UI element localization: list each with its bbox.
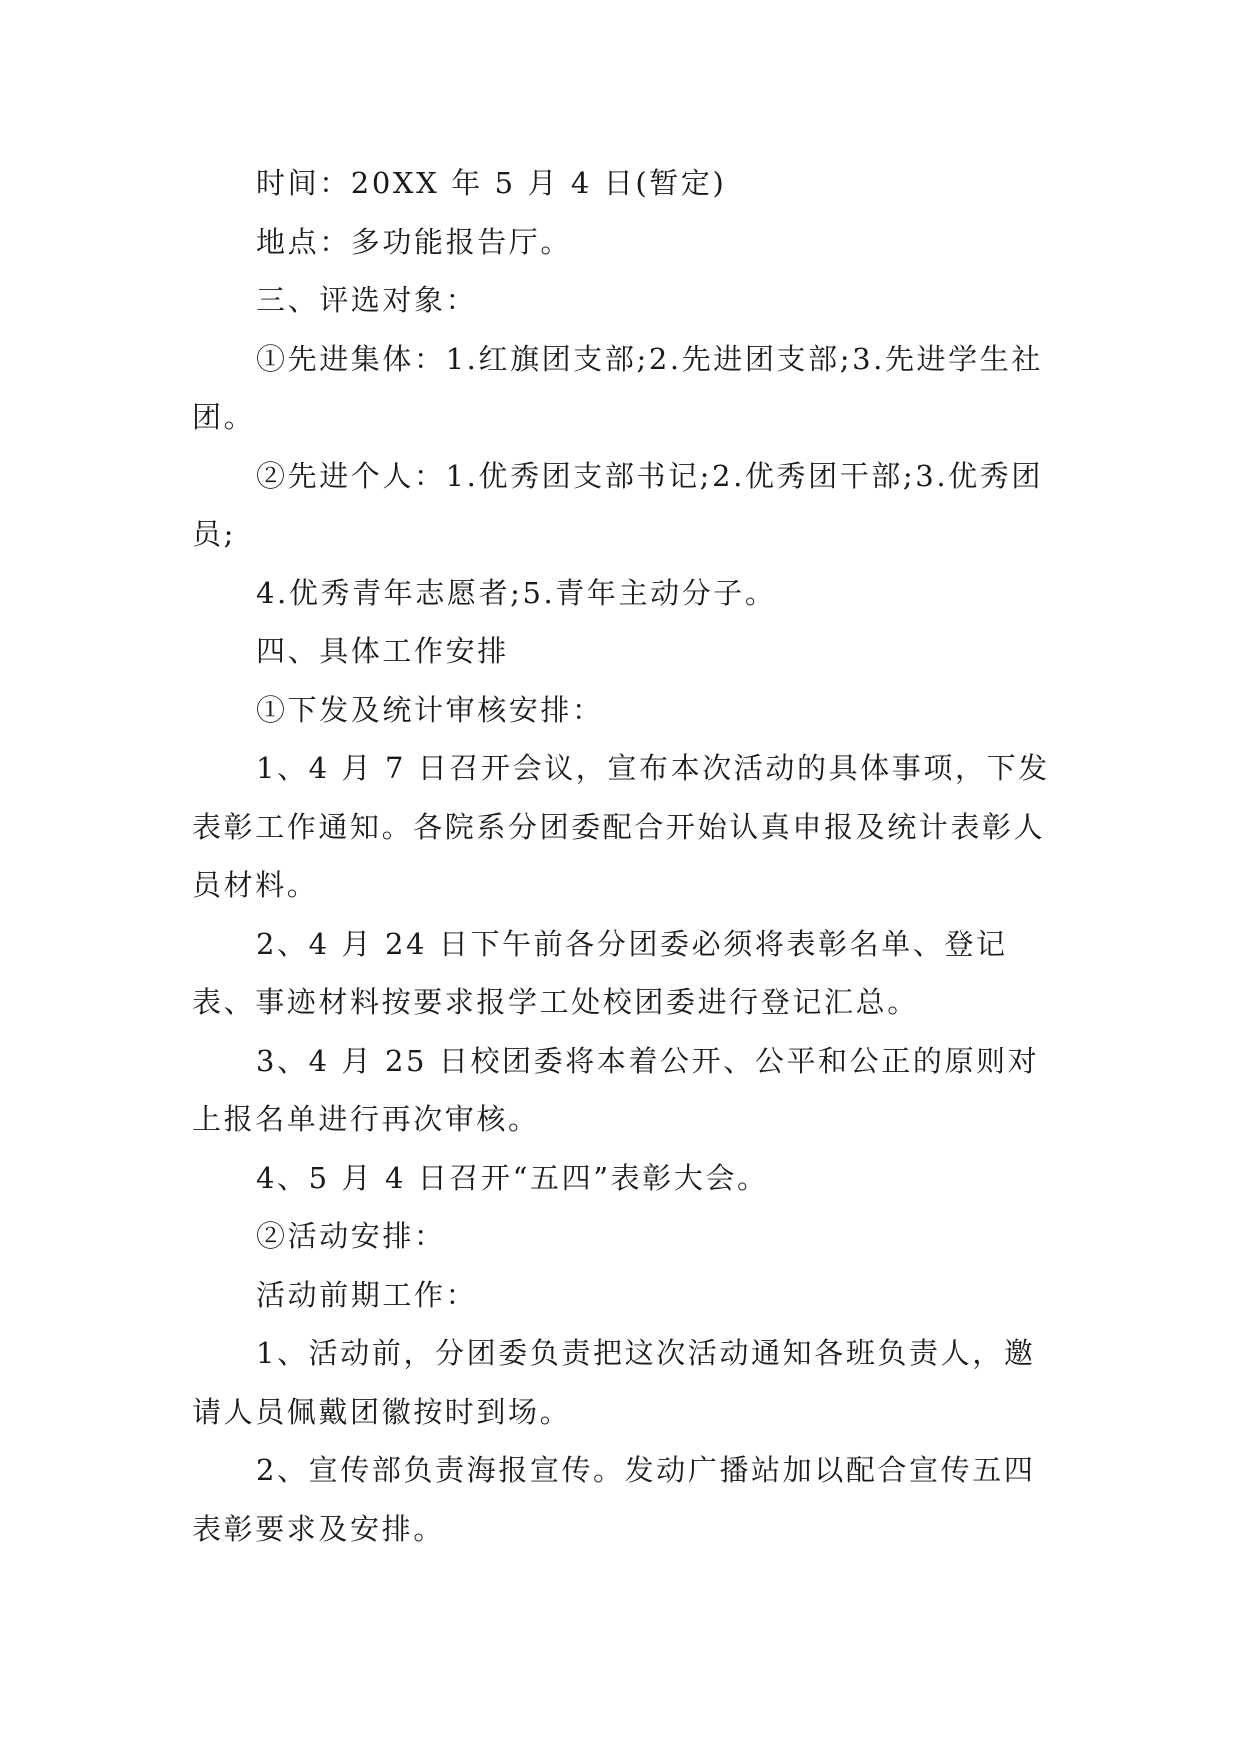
- paragraph-pre-step-2: 2、宣传部负责海报宣传。发动广播站加以配合宣传五四表彰要求及安排。: [192, 1453, 1036, 1546]
- paragraph-advanced-individuals: ②先进个人：1.优秀团支部书记;2.优秀团干部;3.优秀团员;: [192, 458, 1043, 551]
- subheading-activity-arrangement: ②活动安排：: [256, 1219, 446, 1253]
- paragraph-pre-step-1: 1、活动前，分团委负责把这次活动通知各班负责人，邀请人员佩戴团徽按时到场。: [192, 1336, 1036, 1429]
- subheading-pre-activity: 活动前期工作：: [256, 1277, 478, 1312]
- paragraph-step-1: 1、4 月 7 日召开会议，宣布本次活动的具体事项，下发表彰工作通知。各院系分团委配合开始认真申报及统计表彰人员材料。: [192, 751, 1050, 902]
- document-body: [192, 154, 1062, 1558]
- paragraph-time: 时间：20XX 年 5 月 4 日(暂定): [256, 166, 727, 200]
- subheading-review-arrangement: ①下发及统计审核安排：: [256, 692, 604, 727]
- paragraph-advanced-collectives: ①先进集体：1.红旗团支部;2.先进团支部;3.先进学生社团。: [192, 341, 1043, 434]
- heading-work-arrangement: 四、具体工作安排: [256, 634, 509, 668]
- paragraph-step-4: 4、5 月 4 日召开“五四”表彰大会。: [256, 1160, 769, 1195]
- paragraph-advanced-individuals-cont: 4.优秀青年志愿者;5.青年主动分子。: [256, 575, 777, 610]
- paragraph-step-3: 3、4 月 25 日校团委将本着公开、公平和公正的原则对上报名单进行再次审核。: [192, 1043, 1040, 1136]
- paragraph-step-2: 2、4 月 24 日下午前各分团委必须将表彰名单、登记表、事迹材料按要求报学工处校团委进行登记汇总。: [192, 926, 1008, 1019]
- paragraph-location: 地点：多功能报告厅。: [256, 224, 573, 259]
- heading-selection-targets: 三、评选对象：: [256, 283, 478, 317]
